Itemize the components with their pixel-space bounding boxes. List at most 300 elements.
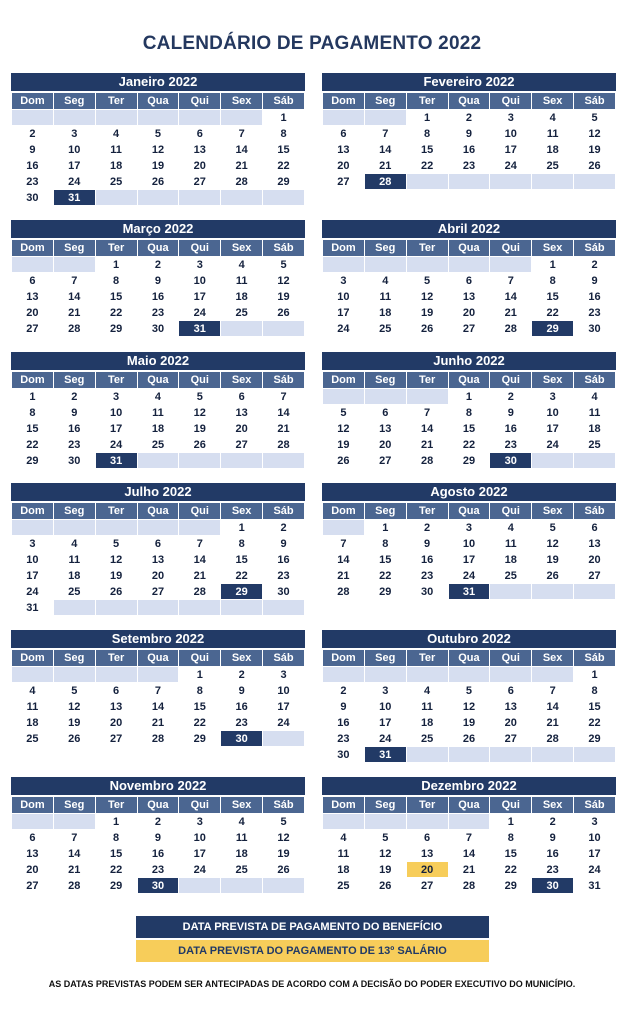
day-cell: 5 [532, 520, 574, 536]
day-cell: 5 [323, 405, 365, 421]
weekday-header: Dom [12, 93, 54, 110]
month-table [11, 796, 305, 894]
weekday-header: Seg [53, 503, 95, 520]
day-cell: 20 [448, 305, 490, 321]
day-cell: 23 [574, 305, 616, 321]
day-cell: 15 [448, 421, 490, 437]
day-cell: 17 [95, 421, 137, 437]
empty-day-cell [448, 257, 490, 273]
weekday-header: Sáb [263, 240, 305, 257]
week-row [12, 405, 305, 421]
empty-day-cell [364, 667, 406, 683]
day-cell: 13 [490, 699, 532, 715]
week-row [323, 862, 616, 878]
day-cell: 22 [406, 158, 448, 174]
day-cell: 5 [263, 814, 305, 830]
empty-day-cell [574, 453, 616, 469]
day-cell: 18 [364, 305, 406, 321]
day-cell: 16 [532, 846, 574, 862]
day-cell: 21 [53, 305, 95, 321]
day-cell: 22 [448, 437, 490, 453]
empty-day-cell [53, 257, 95, 273]
day-cell: 10 [263, 683, 305, 699]
benefit-payment-day: 31 [448, 584, 490, 600]
empty-day-cell [263, 731, 305, 747]
weekday-header: Qui [490, 503, 532, 520]
day-cell: 10 [12, 552, 54, 568]
month-title: Maio 2022 [11, 352, 305, 371]
week-row [323, 110, 616, 126]
day-cell: 5 [95, 536, 137, 552]
week-row [12, 814, 305, 830]
benefit-payment-day: 29 [221, 584, 263, 600]
week-row [12, 110, 305, 126]
weekday-header: Seg [364, 650, 406, 667]
day-cell: 15 [406, 142, 448, 158]
day-cell: 27 [448, 321, 490, 337]
day-cell: 16 [574, 289, 616, 305]
weekday-header: Qua [137, 372, 179, 389]
weekday-header: Sáb [574, 372, 616, 389]
day-cell: 3 [323, 273, 365, 289]
empty-day-cell [221, 453, 263, 469]
day-cell: 18 [574, 421, 616, 437]
weekday-header: Sex [532, 93, 574, 110]
day-cell: 1 [221, 520, 263, 536]
day-cell: 4 [574, 389, 616, 405]
day-cell: 20 [179, 158, 221, 174]
week-row [323, 683, 616, 699]
weekday-header: Ter [95, 503, 137, 520]
day-cell: 5 [448, 683, 490, 699]
day-cell: 6 [137, 536, 179, 552]
weekday-header: Sáb [574, 650, 616, 667]
day-cell: 23 [137, 305, 179, 321]
day-cell: 14 [53, 289, 95, 305]
month-title: Fevereiro 2022 [322, 73, 616, 92]
weekday-header: Seg [364, 240, 406, 257]
week-row [12, 715, 305, 731]
weekday-header: Ter [406, 650, 448, 667]
week-row [12, 536, 305, 552]
day-cell: 15 [574, 699, 616, 715]
day-cell: 1 [12, 389, 54, 405]
day-cell: 24 [179, 305, 221, 321]
day-cell: 7 [53, 830, 95, 846]
weekday-header: Qui [179, 797, 221, 814]
month-table [322, 239, 616, 337]
day-cell: 11 [221, 830, 263, 846]
day-cell: 23 [137, 862, 179, 878]
day-cell: 25 [364, 321, 406, 337]
weekday-header: Ter [406, 240, 448, 257]
empty-day-cell [263, 600, 305, 616]
day-cell: 24 [490, 158, 532, 174]
month-calendar [11, 483, 305, 616]
day-cell: 6 [179, 126, 221, 142]
day-cell: 26 [406, 321, 448, 337]
day-cell: 3 [263, 667, 305, 683]
day-cell: 3 [574, 814, 616, 830]
day-cell: 30 [53, 453, 95, 469]
month-calendar [322, 483, 616, 600]
weekday-header: Dom [12, 797, 54, 814]
empty-day-cell [179, 878, 221, 894]
month-calendar [322, 73, 616, 190]
day-cell: 21 [490, 305, 532, 321]
day-cell: 25 [221, 862, 263, 878]
empty-day-cell [95, 667, 137, 683]
day-cell: 30 [137, 321, 179, 337]
day-cell: 11 [221, 273, 263, 289]
weekday-header: Seg [53, 240, 95, 257]
day-cell: 11 [532, 126, 574, 142]
weekday-header: Dom [12, 503, 54, 520]
day-cell: 21 [263, 421, 305, 437]
day-cell: 16 [137, 289, 179, 305]
day-cell: 16 [323, 715, 365, 731]
day-cell: 20 [323, 158, 365, 174]
day-cell: 22 [532, 305, 574, 321]
week-row [323, 715, 616, 731]
day-cell: 22 [221, 568, 263, 584]
day-cell: 24 [53, 174, 95, 190]
day-cell: 8 [221, 536, 263, 552]
week-row [323, 437, 616, 453]
benefit-payment-day: 31 [364, 747, 406, 763]
week-row [12, 305, 305, 321]
day-cell: 24 [179, 862, 221, 878]
weekday-header: Qua [137, 503, 179, 520]
week-row [12, 389, 305, 405]
weekday-header: Sex [221, 93, 263, 110]
day-cell: 25 [137, 437, 179, 453]
weekday-header: Qui [179, 372, 221, 389]
day-cell: 8 [532, 273, 574, 289]
day-cell: 1 [532, 257, 574, 273]
weekday-header: Sex [532, 650, 574, 667]
week-row [12, 453, 305, 469]
day-cell: 18 [12, 715, 54, 731]
day-cell: 19 [323, 437, 365, 453]
weekday-header: Ter [406, 93, 448, 110]
weekday-header: Dom [323, 93, 365, 110]
day-cell: 18 [95, 158, 137, 174]
empty-day-cell [532, 584, 574, 600]
day-cell: 27 [221, 437, 263, 453]
day-cell: 5 [574, 110, 616, 126]
day-cell: 10 [323, 289, 365, 305]
empty-day-cell [364, 257, 406, 273]
day-cell: 4 [364, 273, 406, 289]
weekday-header: Dom [323, 240, 365, 257]
day-cell: 12 [95, 552, 137, 568]
day-cell: 12 [323, 421, 365, 437]
day-cell: 24 [448, 568, 490, 584]
empty-day-cell [221, 110, 263, 126]
benefit-payment-day: 30 [490, 453, 532, 469]
benefit-payment-day: 31 [53, 190, 95, 206]
empty-day-cell [323, 389, 365, 405]
day-cell: 18 [221, 846, 263, 862]
weekday-header: Sex [532, 797, 574, 814]
empty-day-cell [53, 667, 95, 683]
day-cell: 26 [448, 731, 490, 747]
day-cell: 30 [323, 747, 365, 763]
week-row [323, 405, 616, 421]
day-cell: 12 [364, 846, 406, 862]
day-cell: 10 [532, 405, 574, 421]
day-cell: 3 [490, 110, 532, 126]
day-cell: 10 [364, 699, 406, 715]
day-cell: 9 [263, 536, 305, 552]
day-cell: 29 [574, 731, 616, 747]
day-cell: 6 [574, 520, 616, 536]
day-cell: 17 [263, 699, 305, 715]
empty-day-cell [323, 110, 365, 126]
weekday-header: Sáb [574, 503, 616, 520]
day-cell: 28 [406, 453, 448, 469]
day-cell: 14 [53, 846, 95, 862]
weekday-header: Qui [490, 372, 532, 389]
day-cell: 2 [53, 389, 95, 405]
empty-day-cell [12, 520, 54, 536]
day-cell: 13 [323, 142, 365, 158]
day-cell: 15 [179, 699, 221, 715]
day-cell: 8 [364, 536, 406, 552]
day-cell: 11 [490, 536, 532, 552]
day-cell: 17 [490, 142, 532, 158]
day-cell: 16 [53, 421, 95, 437]
day-cell: 2 [574, 257, 616, 273]
day-cell: 22 [364, 568, 406, 584]
weekday-header: Sáb [263, 503, 305, 520]
day-cell: 10 [179, 273, 221, 289]
week-row [323, 142, 616, 158]
weekday-header: Ter [406, 797, 448, 814]
weekday-header: Qua [137, 797, 179, 814]
week-row [12, 289, 305, 305]
day-cell: 25 [406, 731, 448, 747]
day-cell: 2 [448, 110, 490, 126]
day-cell: 18 [221, 289, 263, 305]
week-row [12, 699, 305, 715]
weekday-header: Dom [323, 650, 365, 667]
month-calendar [322, 630, 616, 763]
day-cell: 20 [574, 552, 616, 568]
day-cell: 16 [12, 158, 54, 174]
day-cell: 19 [263, 846, 305, 862]
day-cell: 2 [137, 257, 179, 273]
day-cell: 21 [323, 568, 365, 584]
day-cell: 2 [12, 126, 54, 142]
day-cell: 13 [574, 536, 616, 552]
page-title: CALENDÁRIO DE PAGAMENTO 2022 [142, 33, 482, 54]
week-row [12, 552, 305, 568]
empty-day-cell [12, 814, 54, 830]
day-cell: 24 [532, 437, 574, 453]
day-cell: 2 [221, 667, 263, 683]
empty-day-cell [263, 878, 305, 894]
day-cell: 25 [490, 568, 532, 584]
week-row [323, 552, 616, 568]
weekday-header: Seg [364, 93, 406, 110]
empty-day-cell [406, 257, 448, 273]
day-cell: 15 [95, 289, 137, 305]
day-cell: 25 [532, 158, 574, 174]
month-table [322, 371, 616, 469]
empty-day-cell [323, 257, 365, 273]
day-cell: 2 [490, 389, 532, 405]
empty-day-cell [53, 600, 95, 616]
day-cell: 29 [12, 453, 54, 469]
week-row [12, 437, 305, 453]
weekday-header: Sáb [574, 240, 616, 257]
day-cell: 1 [490, 814, 532, 830]
day-cell: 12 [263, 830, 305, 846]
weekday-header: Sex [532, 240, 574, 257]
weekday-header: Sáb [574, 797, 616, 814]
empty-day-cell [137, 453, 179, 469]
week-row [323, 846, 616, 862]
empty-day-cell [179, 520, 221, 536]
weekday-header: Ter [95, 650, 137, 667]
month-calendar [11, 73, 305, 206]
day-cell: 27 [364, 453, 406, 469]
day-cell: 25 [95, 174, 137, 190]
week-row [12, 126, 305, 142]
day-cell: 26 [179, 437, 221, 453]
empty-day-cell [12, 667, 54, 683]
day-cell: 28 [448, 878, 490, 894]
day-cell: 2 [406, 520, 448, 536]
day-cell: 20 [221, 421, 263, 437]
day-cell: 4 [95, 126, 137, 142]
day-cell: 26 [532, 568, 574, 584]
day-cell: 30 [263, 584, 305, 600]
day-cell: 8 [12, 405, 54, 421]
weekday-header: Qui [179, 240, 221, 257]
day-cell: 14 [532, 699, 574, 715]
weekday-header: Qui [490, 650, 532, 667]
week-row [323, 536, 616, 552]
day-cell: 10 [53, 142, 95, 158]
day-cell: 28 [221, 174, 263, 190]
day-cell: 28 [179, 584, 221, 600]
day-cell: 6 [490, 683, 532, 699]
day-cell: 15 [490, 846, 532, 862]
day-cell: 10 [574, 830, 616, 846]
weekday-header: Sáb [263, 372, 305, 389]
day-cell: 29 [95, 321, 137, 337]
empty-day-cell [179, 600, 221, 616]
week-row [12, 174, 305, 190]
day-cell: 5 [263, 257, 305, 273]
weekday-header: Ter [95, 93, 137, 110]
day-cell: 22 [490, 862, 532, 878]
weekday-header: Dom [323, 503, 365, 520]
month-calendar [11, 777, 305, 894]
day-cell: 17 [448, 552, 490, 568]
week-row [12, 683, 305, 699]
day-cell: 9 [406, 536, 448, 552]
weekday-header: Ter [95, 240, 137, 257]
day-cell: 14 [406, 421, 448, 437]
day-cell: 1 [263, 110, 305, 126]
empty-day-cell [137, 110, 179, 126]
week-row [12, 846, 305, 862]
day-cell: 24 [574, 862, 616, 878]
day-cell: 3 [53, 126, 95, 142]
empty-day-cell [490, 257, 532, 273]
weekday-header: Qua [137, 240, 179, 257]
day-cell: 16 [406, 552, 448, 568]
week-row [323, 699, 616, 715]
weekday-header: Ter [95, 797, 137, 814]
day-cell: 1 [95, 814, 137, 830]
day-cell: 20 [364, 437, 406, 453]
week-row [12, 273, 305, 289]
day-cell: 15 [364, 552, 406, 568]
empty-day-cell [323, 814, 365, 830]
week-row [323, 731, 616, 747]
day-cell: 21 [221, 158, 263, 174]
empty-day-cell [179, 453, 221, 469]
day-cell: 19 [263, 289, 305, 305]
week-row [12, 600, 305, 616]
week-row [323, 584, 616, 600]
day-cell: 9 [323, 699, 365, 715]
day-cell: 4 [12, 683, 54, 699]
benefit-payment-day: 30 [221, 731, 263, 747]
day-cell: 7 [263, 389, 305, 405]
day-cell: 21 [137, 715, 179, 731]
day-cell: 1 [364, 520, 406, 536]
month-calendar [11, 630, 305, 747]
day-cell: 26 [263, 305, 305, 321]
week-row [323, 289, 616, 305]
day-cell: 26 [95, 584, 137, 600]
day-cell: 12 [574, 126, 616, 142]
month-calendar [322, 777, 616, 894]
day-cell: 11 [53, 552, 95, 568]
day-cell: 27 [490, 731, 532, 747]
weekday-header: Qui [179, 503, 221, 520]
day-cell: 19 [364, 862, 406, 878]
day-cell: 19 [448, 715, 490, 731]
day-cell: 30 [12, 190, 54, 206]
day-cell: 2 [137, 814, 179, 830]
day-cell: 8 [179, 683, 221, 699]
day-cell: 4 [323, 830, 365, 846]
empty-day-cell [53, 520, 95, 536]
empty-day-cell [221, 190, 263, 206]
week-row [323, 273, 616, 289]
day-cell: 15 [263, 142, 305, 158]
day-cell: 3 [12, 536, 54, 552]
empty-day-cell [221, 600, 263, 616]
empty-day-cell [12, 257, 54, 273]
day-cell: 23 [12, 174, 54, 190]
month-title: Agosto 2022 [322, 483, 616, 502]
thirteenth-salary-day: 20 [406, 862, 448, 878]
day-cell: 14 [263, 405, 305, 421]
weekday-header: Qua [137, 93, 179, 110]
day-cell: 24 [323, 321, 365, 337]
empty-day-cell [532, 667, 574, 683]
day-cell: 15 [12, 421, 54, 437]
day-cell: 20 [12, 305, 54, 321]
